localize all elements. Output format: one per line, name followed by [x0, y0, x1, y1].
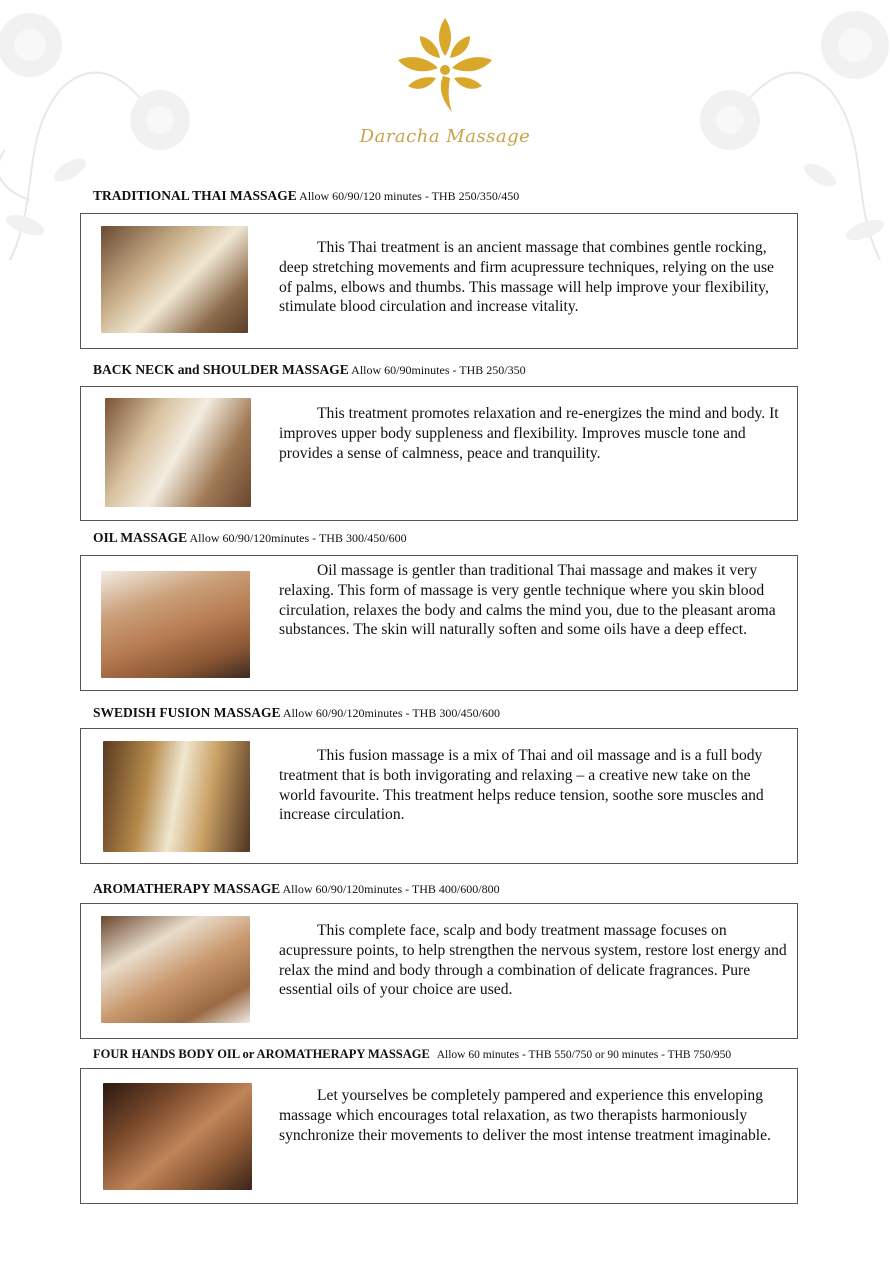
service-name: AROMATHERAPY MASSAGE [93, 881, 281, 896]
service-description: This treatment promotes relaxation and re-energizes the mind and body. It improves upper body suppleness and flexibility. Improves muscle tone and provides a sense of calmness, peace and tranquility. [279, 405, 779, 462]
service-price: Allow 60/90/120minutes - THB 400/600/800 [282, 882, 500, 896]
service-description: This complete face, scalp and body treatment massage focuses on acupressure points, to help strengthen the nervous system, restore lost energy and relax the mind and body through a combination of delicate fragrances. Pure essential oils of your choice are used. [279, 922, 787, 999]
service-heading [93, 1047, 731, 1062]
four-hands-photo-icon [103, 1083, 252, 1190]
service-description: Oil massage is gentler than traditional Thai massage and makes it very relaxing. This form of massage is very gentle technique where you skin blood circulation, relaxes the body and calms the mind you, due to the pleasant aroma substances. The skin will naturally soften and some oils have a deep effect. [279, 562, 776, 639]
service-price: Allow 60/90/120 minutes - THB 250/350/450 [299, 189, 520, 203]
service-description: This Thai treatment is an ancient massage that combines gentle rocking, deep stretching movements and firm acupressure techniques, relying on the use of palms, elbows and thumbs. This massage will help improve your flexibility, stimulate blood circulation and increase vitality. [279, 239, 774, 316]
service-name: BACK NECK and SHOULDER MASSAGE [93, 362, 349, 377]
brand-name: Daracha Massage [359, 126, 531, 147]
service-name: SWEDISH FUSION MASSAGE [93, 705, 281, 720]
service-card [80, 728, 798, 864]
oil-back-massage-photo-icon [101, 571, 250, 678]
service-heading [93, 530, 407, 546]
shoulder-massage-photo-icon [105, 398, 251, 507]
service-card [80, 386, 798, 521]
thai-stretch-photo-icon [101, 226, 248, 333]
service-heading [93, 881, 500, 897]
service-card [80, 903, 798, 1039]
service-heading [93, 705, 500, 721]
brand-logo [340, 8, 550, 168]
service-description: This fusion massage is a mix of Thai and oil massage and is a full body treatment that is both invigorating and relaxing – a creative new take on the world favourite. This treatment helps reduce tension, soothe sore muscles and increase circulation. [279, 747, 764, 824]
service-card [80, 213, 798, 349]
service-name: OIL MASSAGE [93, 530, 188, 545]
service-price: Allow 60/90/120minutes - THB 300/450/600 [189, 531, 407, 545]
service-card [80, 1068, 798, 1204]
service-heading [93, 188, 519, 204]
therapist-tray-photo-icon [103, 741, 250, 852]
lotus-figure-icon [390, 8, 500, 118]
service-heading [93, 362, 526, 378]
service-name: FOUR HANDS BODY OIL or AROMATHERAPY MASSAGE [93, 1047, 430, 1061]
service-price: Allow 60/90minutes - THB 250/350 [351, 363, 526, 377]
service-price: Allow 60/90/120minutes - THB 300/450/600 [282, 706, 501, 720]
service-price: Allow 60 minutes - THB 550/750 or 90 minutes - THB 750/950 [436, 1049, 732, 1061]
service-description: Let yourselves be completely pampered and experience this enveloping massage which encourages total relaxation, as two therapists harmoniously synchronize their movements to deliver the most intense treatment imaginable. [279, 1087, 771, 1144]
aroma-back-massage-photo-icon [101, 916, 250, 1023]
service-name: TRADITIONAL THAI MASSAGE [93, 188, 297, 203]
service-card [80, 555, 798, 691]
